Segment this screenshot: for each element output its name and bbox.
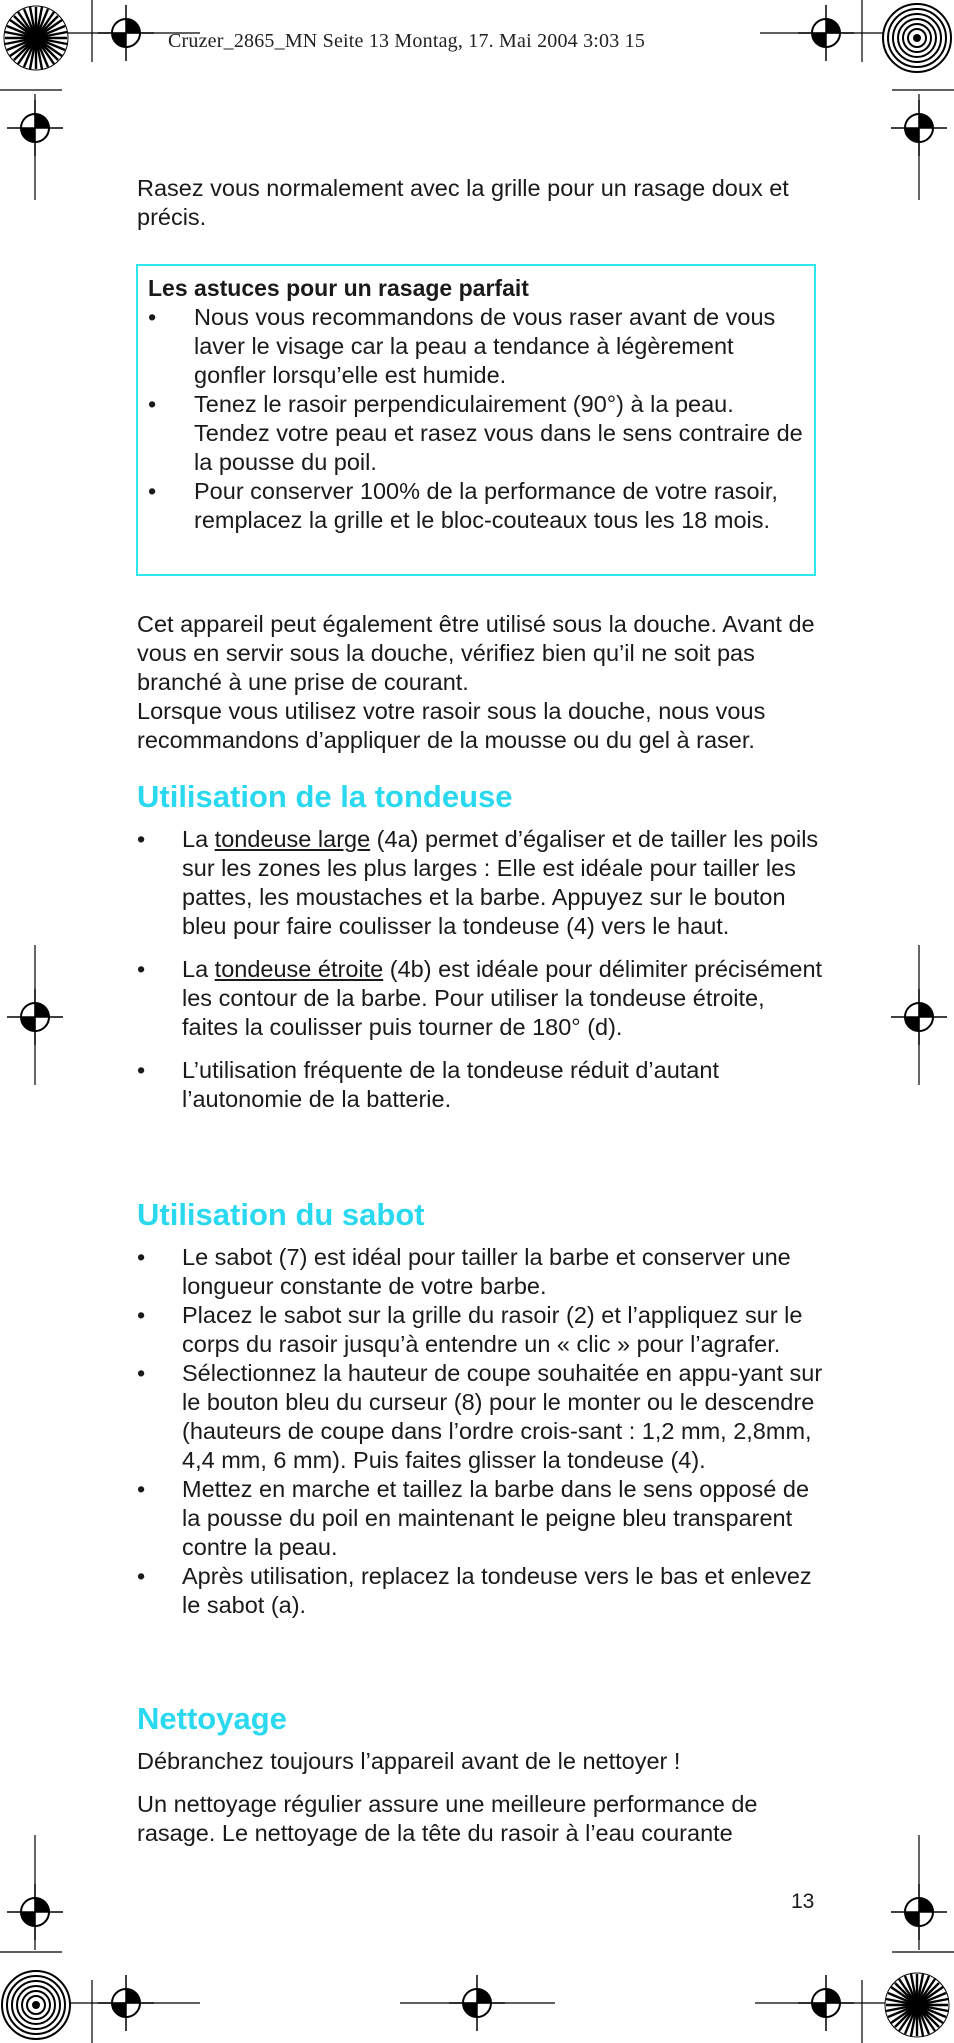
tips-item: • Pour conserver 100% de la performance de votre rasoir, remplacez la grille et le bloc-couteaux tous les 18 mois. bbox=[148, 477, 804, 535]
intro-text: Rasez vous normalement avec la grille pour un rasage doux et précis. bbox=[137, 175, 789, 230]
sabot-list bbox=[137, 1243, 827, 1620]
sabot-item: • Après utilisation, replacez la tondeuse vers le bas et enlevez le sabot (a). bbox=[137, 1562, 827, 1620]
narrow-trimmer-term: tondeuse étroite bbox=[214, 956, 384, 982]
trimmer-item-narrow-post: (4b) est idéale pour délimiter précisément les contour de la barbe. Pour utiliser la tondeuse étroite, faites la coulisser puis tourner de 180° (d). bbox=[182, 956, 823, 1040]
sabot-item: • Le sabot (7) est idéal pour tailler la barbe et conserver une longueur constante de votre barbe. bbox=[137, 1243, 827, 1301]
trimmer-list bbox=[137, 825, 827, 1114]
tips-item: • Nous vous recommandons de vous raser avant de vous laver le visage car la peau a tendance à légèrement gonfler lorsqu’elle est humide. bbox=[148, 303, 804, 390]
cleaning-heading: Nettoyage bbox=[137, 1701, 287, 1736]
trimmer-item-narrow bbox=[137, 955, 827, 1042]
shower-section bbox=[137, 610, 827, 755]
trimmer-item-wide-pre: La bbox=[182, 826, 215, 852]
cleaning-paragraph-1: Débranchez toujours l’appareil avant de le nettoyer ! bbox=[137, 1748, 681, 1774]
tips-title: Les astuces pour un rasage parfait bbox=[148, 275, 529, 301]
cleaning-paragraph-2: Un nettoyage régulier assure une meilleure performance de rasage. Le nettoyage de la tête du rasoir à l’eau courante bbox=[137, 1791, 758, 1846]
trimmer-item-wide bbox=[137, 825, 827, 941]
sabot-heading: Utilisation du sabot bbox=[137, 1197, 425, 1232]
sabot-item: • Placez le sabot sur la grille du rasoir (2) et l’appliquez sur le corps du rasoir jusqu’à entendre un « clic » pour l’agrafer. bbox=[137, 1301, 827, 1359]
sabot-item: • Mettez en marche et taillez la barbe dans le sens opposé de la pousse du poil en maintenant le peigne bleu transparent contre la peau. bbox=[137, 1475, 827, 1562]
cleaning-section bbox=[137, 1747, 827, 1848]
trimmer-item-wide-post: (4a) permet d’égaliser et de tailler les poils sur les zones les plus larges : Elle est idéale pour tailler les pattes, les moustaches et la barbe. Appuyez sur le bouton bleu pour faire coulisser la tondeuse (4) vers le haut. bbox=[182, 826, 819, 939]
print-slug: Cruzer_2865_MN Seite 13 Montag, 17. Mai 2004 3:03 15 bbox=[168, 30, 646, 52]
tips-box bbox=[136, 264, 816, 576]
trimmer-item-narrow-pre: La bbox=[182, 956, 215, 982]
page-number: 13 bbox=[791, 1890, 815, 1913]
shower-paragraph-1: Cet appareil peut également être utilisé sous la douche. Avant de vous en servir sous la douche, vérifiez bien qu’il ne soit pas branché à une prise de courant. bbox=[137, 611, 815, 695]
tips-list bbox=[148, 303, 804, 535]
shower-paragraph-2: Lorsque vous utilisez votre rasoir sous la douche, nous vous recommandons d’appliquer de la mousse ou du gel à raser. bbox=[137, 698, 766, 753]
intro-paragraph bbox=[137, 174, 827, 232]
sabot-item: • Sélectionnez la hauteur de coupe souhaitée en appu-yant sur le bouton bleu du curseur (8) pour le monter ou le descendre (hauteurs de coupe dans l’ordre crois-sant : 1,2 mm, 2,8mm, 4,4 mm, 6 mm). Puis faites glisser la tondeuse (4). bbox=[137, 1359, 827, 1475]
trimmer-item-battery: • L’utilisation fréquente de la tondeuse réduit d’autant l’autonomie de la batterie. bbox=[137, 1056, 827, 1114]
trimmer-heading: Utilisation de la tondeuse bbox=[137, 779, 513, 814]
tips-item: • Tenez le rasoir perpendiculairement (90°) à la peau. Tendez votre peau et rasez vous dans le sens contraire de la pousse du poil. bbox=[148, 390, 804, 477]
wide-trimmer-term: tondeuse large bbox=[214, 826, 371, 852]
